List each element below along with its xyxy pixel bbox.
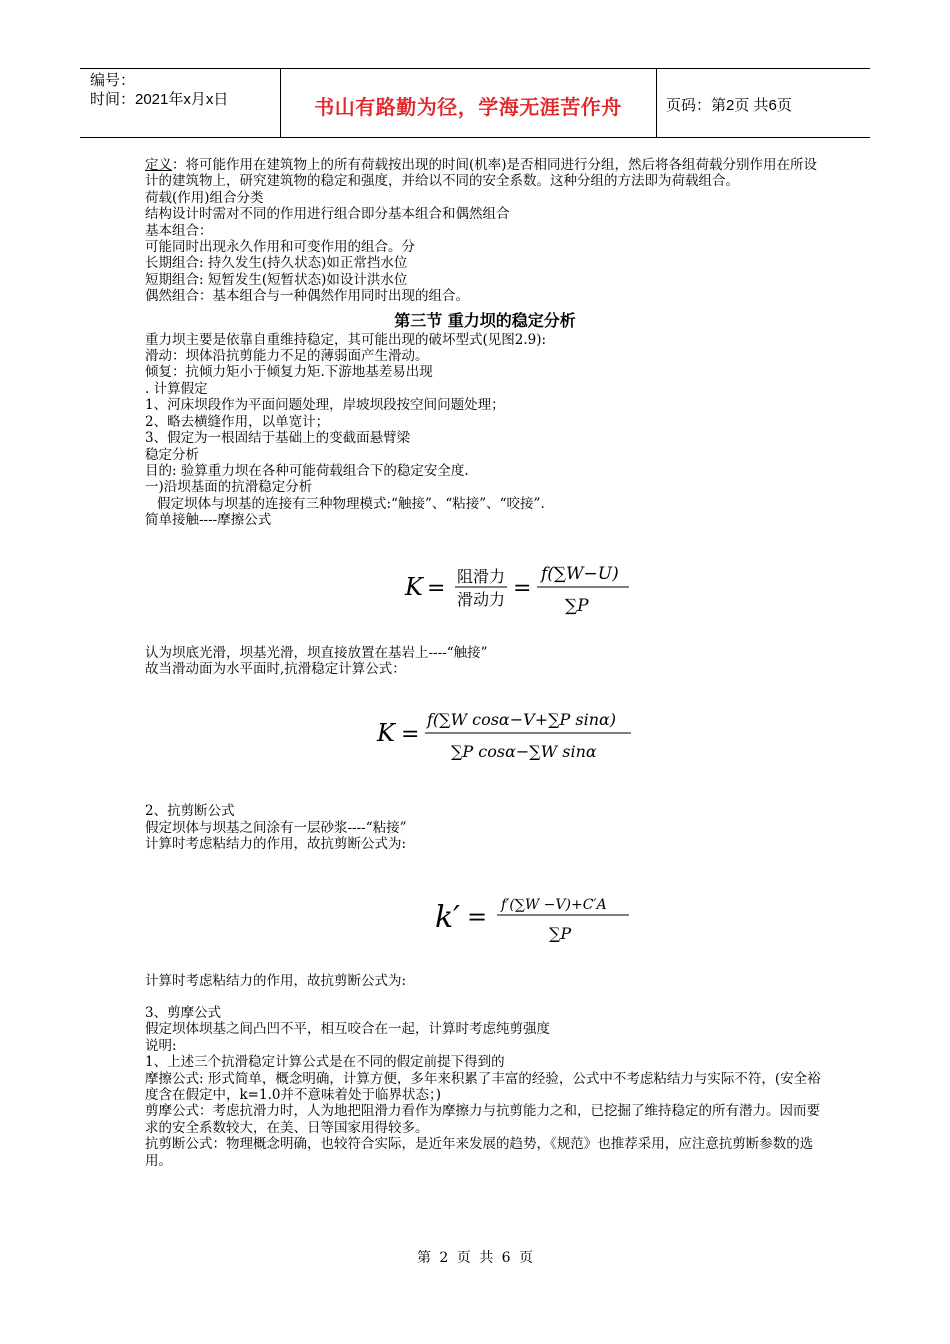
footer-total-prefix: 共 xyxy=(479,1250,494,1266)
formula-numerator-cn: 阻滑力 xyxy=(457,566,506,586)
document-date: 时间：2021年x月x日 xyxy=(90,91,229,108)
friction-formula-graphic xyxy=(145,529,825,645)
text-line: 1、上述三个抗滑稳定计算公式是在不同的假定前提下得到的 xyxy=(145,1054,505,1071)
document-number-label: 编号： xyxy=(90,72,136,89)
formula-denominator: ∑P xyxy=(549,923,572,943)
footer-page-number: 2 xyxy=(439,1250,449,1266)
page-header xyxy=(80,68,870,138)
text-line: 摩擦公式: 形式简单，概念明确，计算方便，多年来积累了丰富的经验，公式中不考虑粘结力与实际不符，(安全裕度含在假定中，k=1.0并不意味着处于临界状态；) xyxy=(145,1070,821,1103)
footer-prefix: 第 xyxy=(416,1250,431,1266)
text-line: 2、略去横缝作用，以单宽计； xyxy=(145,413,330,430)
text-line: . 计算假定 xyxy=(145,380,208,397)
text-line: 目的: 验算重力坝在各种可能荷载组合下的稳定安全度. xyxy=(145,462,469,479)
header-page-indicator: 页码：第2页 共6页 xyxy=(666,97,792,114)
text-line: 抗剪断公式：物理概念明确，也较符合实际，是近年来发展的趋势，《规范》也推荐采用，应注意抗剪断参数的选用。 xyxy=(145,1136,814,1169)
text-line: 结构设计时需对不同的作用进行组合即分基本组合和偶然组合 xyxy=(145,206,510,223)
header-middle-cell xyxy=(280,69,657,137)
text-line: 滑动：坝体沿抗剪能力不足的薄弱面产生滑动。 xyxy=(145,348,429,365)
text-line: 故当滑动面为水平面时,抗滑稳定计算公式： xyxy=(145,660,406,677)
formula-denominator-cn: 滑动力 xyxy=(457,589,506,609)
formula-numerator: f′(∑W −V)+C′A xyxy=(501,896,607,913)
shear-fracture-formula xyxy=(145,853,825,973)
formula-equals: = xyxy=(401,722,420,748)
text-line: 3、剪摩公式 xyxy=(145,1004,222,1021)
formula-lhs: K xyxy=(377,719,395,748)
formula-lhs: k′ xyxy=(435,899,460,935)
formula-denominator: ∑P xyxy=(565,595,589,616)
text-line: 说明: xyxy=(145,1037,177,1054)
definition-paragraph xyxy=(145,157,825,190)
text-line: 简单接触----摩擦公式 xyxy=(145,512,272,529)
text-line: 假定坝体与坝基之间涂有一层砂浆----“粘接” xyxy=(145,819,407,836)
blank-line xyxy=(145,989,825,1005)
document-body xyxy=(145,157,825,1169)
text-line: 剪摩公式：考虑抗滑力时，人为地把阻滑力看作为摩擦力与抗剪能力之和，已挖掘了维持稳定的所有潜力。因而要求的安全系数较大，在美、日等国家用得较多。 xyxy=(145,1103,820,1136)
section-title: 第三节 重力坝的稳定分析 xyxy=(394,310,576,330)
text-line: 3、假定为一根固结于基础上的变截面悬臂梁 xyxy=(145,430,411,447)
text-line: 2、抗剪断公式 xyxy=(145,803,235,820)
text-line: 基本组合： xyxy=(145,222,213,239)
footer-total-pages: 6 xyxy=(501,1250,511,1266)
definition-label: 定义 xyxy=(145,157,172,173)
formula-equals: = xyxy=(513,575,532,601)
text-line: 可能同时出现永久作用和可变作用的组合。分 xyxy=(145,239,415,256)
text-line: 倾复：抗倾力矩小于倾复力矩.下游地基差易出现 xyxy=(145,364,433,381)
text-line: 计算时考虑粘结力的作用，故抗剪断公式为: xyxy=(145,972,407,989)
formula-equals: = xyxy=(467,902,488,931)
slide-stability-formula-graphic xyxy=(145,677,825,803)
friction-formula xyxy=(145,529,825,645)
header-right-cell xyxy=(656,69,870,137)
shear-fracture-formula-graphic xyxy=(145,853,825,973)
header-left-cell xyxy=(80,69,281,137)
text-line: 偶然组合：基本组合与一种偶然作用同时出现的组合。 xyxy=(145,288,469,305)
text-line: 稳定分析 xyxy=(145,446,199,463)
header-motto: 书山有路勤为径，学海无涯苦作舟 xyxy=(314,97,622,119)
footer-page-word: 页 xyxy=(456,1250,471,1266)
formula-numerator: f(∑W−U) xyxy=(541,563,619,584)
footer-total-word: 页 xyxy=(519,1250,534,1266)
text-line: 假定坝体坝基之间凸凹不平，相互咬合在一起，计算时考虑纯剪强度 xyxy=(145,1021,550,1038)
text-line: 1、河床坝段作为平面问题处理，岸坡坝段按空间问题处理； xyxy=(145,397,505,414)
formula-equals: = xyxy=(427,575,446,601)
text-line: 荷载(作用)组合分类 xyxy=(145,189,264,206)
text-line: 假定坝体与坝基的连接有三种物理模式:“触接”、“粘接”、“咬接”. xyxy=(157,495,545,512)
text-line: 短期组合: 短暂发生(短暂状态)如设计洪水位 xyxy=(145,271,408,288)
slide-stability-formula xyxy=(145,677,825,803)
text-line: 认为坝底光滑，坝基光滑，坝直接放置在基岩上----“触接” xyxy=(145,644,488,661)
definition-text: ：将可能作用在建筑物上的所有荷载按出现的时间(机率)是否相同进行分组，然后将各组荷载分别作用在所设计的建筑物上，研究建筑物的稳定和强度，并给以不同的安全系数。这种分组的方法即为荷载组合。 xyxy=(145,157,818,190)
text-line: 计算时考虑粘结力的作用，故抗剪断公式为: xyxy=(145,836,407,853)
text-line: 一)沿坝基面的抗滑稳定分析 xyxy=(145,479,313,496)
formula-numerator: f(∑W cosα−V+∑P sinα) xyxy=(427,710,617,730)
formula-denominator: ∑P cosα−∑W sinα xyxy=(451,742,597,762)
text-line: 长期组合: 持久发生(持久状态)如正常挡水位 xyxy=(145,255,408,272)
page-footer xyxy=(0,1247,950,1267)
text-line: 重力坝主要是依靠自重维持稳定，其可能出现的破坏型式(见图2.9): xyxy=(145,331,547,348)
formula-lhs: K xyxy=(405,572,423,601)
